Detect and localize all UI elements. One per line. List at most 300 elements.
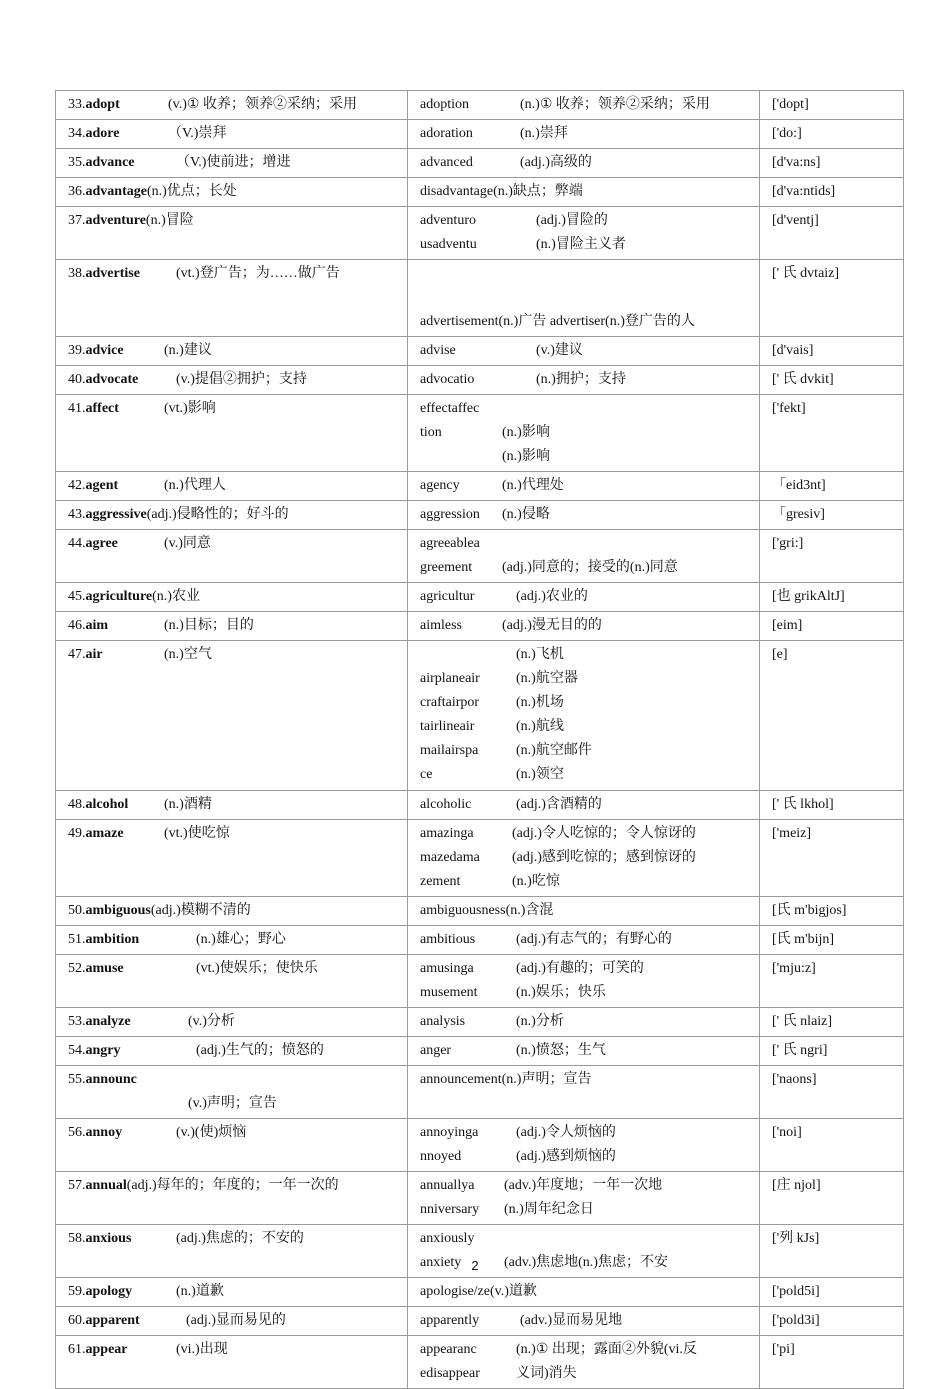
entry-number: 47. [68, 647, 86, 662]
pronunciation: [d'va:ns] [772, 155, 821, 170]
pronunciation: ['meiz] [772, 826, 812, 841]
headword [68, 585, 152, 609]
derivative-cell [408, 91, 760, 120]
headword-cell [56, 1066, 408, 1119]
entry-definition: (v.)同意 [164, 536, 211, 551]
entry-word: aggressive [85, 507, 147, 522]
headword [68, 1280, 176, 1304]
headword [68, 474, 164, 498]
headword [68, 368, 176, 392]
derivative-definitions: (n.)侵略 [502, 507, 550, 522]
derivative-words: airplaneair craftairpor tairlineair mailairspa ce [420, 671, 480, 782]
headword [68, 1174, 127, 1198]
pronunciation: ['dopt] [772, 97, 809, 112]
table-row [56, 207, 904, 260]
table-row [56, 395, 904, 472]
entry-number: 38. [68, 266, 86, 281]
entry-word: announc [85, 1072, 137, 1087]
headword-cell [56, 366, 408, 395]
pronunciation: ['do:] [772, 126, 802, 141]
entry-definition: (vt.)影响 [164, 401, 216, 416]
derivative-definitions: (n.)含混 [505, 903, 554, 918]
headword [68, 1068, 188, 1092]
headword-cell [56, 472, 408, 501]
entry-number: 44. [68, 536, 86, 551]
derivative-cell [408, 583, 760, 612]
pronunciation-cell [760, 207, 904, 260]
entry-definition: (n.)道歉 [176, 1284, 224, 1299]
entry-word: amaze [85, 826, 124, 841]
derivative-cell [408, 530, 760, 583]
entry-word: agent [85, 478, 119, 493]
pronunciation: [也 grikAltJ] [772, 589, 845, 604]
derivative-cell [408, 366, 760, 395]
pronunciation: [d'va:ntids] [772, 184, 836, 199]
headword-cell [56, 260, 408, 337]
entry-definition: (n.)冒险 [145, 213, 194, 228]
pronunciation-cell [760, 1278, 904, 1307]
entry-number: 35. [68, 155, 86, 170]
entry-number: 56. [68, 1125, 86, 1140]
pronunciation: ['列 kJs] [772, 1231, 820, 1246]
entry-definition: (adj.)侵略性的；好斗的 [146, 507, 289, 522]
entry-number: 60. [68, 1313, 86, 1328]
derivative-words: advocatio [420, 372, 475, 387]
pronunciation: ['gri:] [772, 536, 804, 551]
entry-definition: (n.)酒精 [164, 797, 212, 812]
derivative-cell [408, 472, 760, 501]
entry-word: ambiguous [85, 903, 151, 918]
headword [68, 532, 164, 556]
derivative-words: aggression [420, 507, 480, 522]
derivative-cell [408, 1037, 760, 1066]
derivative-cell [408, 207, 760, 260]
pronunciation: ['fekt] [772, 401, 806, 416]
entry-word: anxious [85, 1231, 132, 1246]
pronunciation-cell [760, 820, 904, 897]
pronunciation-cell [760, 120, 904, 149]
derivative-definitions: (n.)愤怒；生气 [516, 1043, 606, 1058]
derivative-cell [408, 612, 760, 641]
derivative-words: anger [420, 1043, 452, 1058]
derivative-definitions: announcement(n.)声明；宣告 [420, 1072, 592, 1087]
pronunciation-cell [760, 395, 904, 472]
derivative-definitions: (n.)缺点；弊端 [493, 184, 583, 199]
derivative-definitions: (adj.)同意的；接受的(n.)同意 [502, 560, 678, 575]
derivative-words: amusinga musement [420, 961, 478, 1000]
headword [68, 339, 164, 363]
headword-cell [56, 1119, 408, 1172]
headword [68, 209, 146, 233]
entry-word: apology [85, 1284, 133, 1299]
pronunciation-cell [760, 472, 904, 501]
table-row [56, 337, 904, 366]
entry-definition: (n.)优点；长处 [146, 184, 237, 199]
entry-definition: (n.)建议 [164, 343, 212, 358]
pronunciation-cell [760, 530, 904, 583]
derivative-definitions: (adj.)冒险的 (n.)冒险主义者 [536, 213, 626, 252]
headword-cell [56, 1172, 408, 1225]
headword-cell [56, 1037, 408, 1066]
derivative-cell [408, 1172, 760, 1225]
headword-cell [56, 955, 408, 1008]
entry-number: 43. [68, 507, 86, 522]
table-row [56, 1119, 904, 1172]
headword [68, 503, 147, 527]
entry-number: 59. [68, 1284, 86, 1299]
derivative-definitions: (adv.)显而易见地 [520, 1313, 623, 1328]
derivative-cell [408, 820, 760, 897]
pronunciation: ['mju:z] [772, 961, 816, 976]
derivative-words: effectaffec tion [420, 401, 480, 440]
pronunciation: ['pold3i] [772, 1313, 820, 1328]
pronunciation-cell [760, 897, 904, 926]
derivative-cell [408, 337, 760, 366]
derivative-words: disadvantage [420, 184, 494, 199]
derivative-cell [408, 1066, 760, 1119]
derivative-cell [408, 1008, 760, 1037]
pronunciation-cell [760, 791, 904, 820]
entry-definition: (n.)目标；目的 [164, 618, 254, 633]
headword [68, 397, 164, 421]
derivative-words: advanced [420, 155, 473, 170]
pronunciation-cell [760, 366, 904, 395]
pronunciation-cell [760, 501, 904, 530]
entry-word: affect [85, 401, 119, 416]
derivative-definitions: apologise/ze(v.)道歉 [420, 1284, 537, 1299]
headword [68, 793, 164, 817]
entry-word: angry [85, 1043, 121, 1058]
headword [68, 957, 196, 981]
derivative-words: agency [420, 478, 460, 493]
pronunciation: 「gresiv] [772, 507, 825, 522]
table-row [56, 926, 904, 955]
entry-definition: （V.)使前进；增进 [176, 155, 291, 170]
headword-cell [56, 207, 408, 260]
table-row [56, 955, 904, 1008]
pronunciation: ['pi] [772, 1342, 795, 1357]
entry-definition: (n.)空气 [164, 647, 212, 662]
table-row [56, 149, 904, 178]
headword [68, 93, 168, 117]
entry-number: 55. [68, 1072, 86, 1087]
headword [68, 822, 164, 846]
derivative-cell [408, 501, 760, 530]
table-row [56, 1278, 904, 1307]
derivative-cell [408, 260, 760, 337]
entry-definition: (n.)雄心；野心 [196, 932, 286, 947]
table-row [56, 260, 904, 337]
entry-number: 52. [68, 961, 86, 976]
derivative-words: agreeablea greement [420, 536, 480, 575]
derivative-definitions: (n.)崇拜 [520, 126, 568, 141]
entry-number: 49. [68, 826, 86, 841]
entry-number: 53. [68, 1014, 86, 1029]
headword [68, 1338, 176, 1362]
entry-definition: （V.)崇拜 [168, 126, 227, 141]
derivative-words: adventuro usadventu [420, 213, 477, 252]
table-row [56, 1307, 904, 1336]
entry-number: 51. [68, 932, 86, 947]
pronunciation: [' 氏 nlaiz] [772, 1014, 833, 1029]
derivative-definitions: (adv.)焦虑地(n.)焦虑；不安 [504, 1255, 668, 1270]
page-number: 2 [471, 1258, 479, 1273]
entry-definition: (n.)农业 [152, 589, 200, 604]
entry-word: advantage [85, 184, 147, 199]
headword-cell [56, 120, 408, 149]
table-row [56, 1066, 904, 1119]
entry-definition: (adj.)生气的；愤怒的 [196, 1043, 324, 1058]
pronunciation: 「eid3nt] [772, 478, 826, 493]
headword-cell [56, 612, 408, 641]
pronunciation: [eim] [772, 618, 803, 633]
headword-cell [56, 1008, 408, 1037]
pronunciation-cell [760, 1172, 904, 1225]
entry-definition: (v.)声明；宣告 [188, 1096, 277, 1111]
derivative-definitions: (adj.)漫无目的的 [502, 618, 602, 633]
entry-word: alcohol [85, 797, 129, 812]
entry-definition: (v.)提倡②拥护；支持 [176, 372, 307, 387]
table-row [56, 612, 904, 641]
derivative-definitions: (adj.)令人吃惊的；令人惊讶的 (adj.)感到吃惊的；感到惊讶的 (n.)吃惊 [512, 826, 696, 889]
entry-word: air [85, 647, 103, 662]
entry-word: advertise [85, 266, 140, 281]
entry-word: adopt [85, 97, 120, 112]
entry-word: adventure [85, 213, 146, 228]
derivative-definitions: (n.)① 出现；露面②外貌(vi.反 义词)消失 [516, 1342, 697, 1381]
headword [68, 1121, 176, 1145]
pronunciation-cell [760, 337, 904, 366]
entry-definition: (n.)代理人 [164, 478, 226, 493]
derivative-definitions: (adv.)年度地；一年一次地 (n.)周年纪念日 [504, 1178, 663, 1217]
derivative-cell [408, 955, 760, 1008]
table-row [56, 501, 904, 530]
headword-cell [56, 897, 408, 926]
headword [68, 928, 196, 952]
vocabulary-table [55, 90, 904, 1389]
entry-number: 45. [68, 589, 86, 604]
pronunciation: ['noi] [772, 1125, 802, 1140]
entry-word: annual [85, 1178, 127, 1193]
derivative-definitions: advertisement(n.)广告 advertiser(n.)登广告的人 [420, 314, 695, 329]
table-row [56, 583, 904, 612]
entry-definition: (v.)分析 [188, 1014, 235, 1029]
headword [68, 1227, 176, 1251]
derivative-words: appearanc edisappear [420, 1342, 480, 1381]
entry-number: 54. [68, 1043, 86, 1058]
entry-number: 34. [68, 126, 86, 141]
entry-definition: (vt.)登广告；为……做广告 [176, 266, 340, 281]
pronunciation-cell [760, 926, 904, 955]
headword [68, 1039, 196, 1063]
headword-cell [56, 926, 408, 955]
derivative-definitions: (adj.)令人烦恼的 (adj.)感到烦恼的 [516, 1125, 616, 1164]
table-row [56, 820, 904, 897]
vocabulary-table-body [56, 91, 904, 1389]
table-row [56, 1037, 904, 1066]
derivative-words: ambiguousness [420, 903, 506, 918]
derivative-words: apparently [420, 1313, 480, 1328]
entry-number: 48. [68, 797, 86, 812]
headword-cell [56, 149, 408, 178]
entry-definition: (adj.)焦虑的；不安的 [176, 1231, 304, 1246]
table-row [56, 897, 904, 926]
derivative-cell [408, 897, 760, 926]
pronunciation-cell [760, 1119, 904, 1172]
derivative-cell [408, 1307, 760, 1336]
derivative-definitions: (adj.)有志气的；有野心的 [516, 932, 672, 947]
headword-cell [56, 91, 408, 120]
table-row [56, 91, 904, 120]
table-row [56, 178, 904, 207]
derivative-words: anxiously anxiety [420, 1231, 475, 1270]
entry-definition: (vi.)出现 [176, 1342, 228, 1357]
headword-cell [56, 820, 408, 897]
entry-number: 46. [68, 618, 86, 633]
headword [68, 151, 176, 175]
headword-cell [56, 501, 408, 530]
pronunciation: [氏 m'bijn] [772, 932, 835, 947]
entry-word: aim [85, 618, 109, 633]
entry-word: agriculture [85, 589, 153, 604]
derivative-words: annuallya nniversary [420, 1178, 480, 1217]
table-row [56, 791, 904, 820]
derivative-cell [408, 178, 760, 207]
entry-word: advice [85, 343, 124, 358]
entry-word: appear [85, 1342, 128, 1357]
entry-word: annoy [85, 1125, 123, 1140]
entry-definition: (vt.)使娱乐；使快乐 [196, 961, 318, 976]
table-row [56, 366, 904, 395]
derivative-definitions: (n.)影响 (n.)影响 [502, 425, 550, 464]
entry-word: apparent [85, 1313, 140, 1328]
derivative-words: alcoholic [420, 797, 472, 812]
pronunciation-cell [760, 612, 904, 641]
derivative-cell [408, 641, 760, 791]
derivative-definitions: (n.)拥护；支持 [536, 372, 626, 387]
pronunciation: [' 氏 ngri] [772, 1043, 828, 1058]
entry-word: adore [85, 126, 120, 141]
derivative-words: agricultur [420, 589, 475, 604]
entry-number: 37. [68, 213, 86, 228]
entry-word: agree [85, 536, 118, 551]
pronunciation: [d'ventj] [772, 213, 819, 228]
derivative-definitions: (v.)建议 [536, 343, 583, 358]
entry-word: analyze [85, 1014, 131, 1029]
entry-word: advance [85, 155, 135, 170]
entry-word: amuse [85, 961, 124, 976]
entry-definition: (vt.)使吃惊 [164, 826, 230, 841]
entry-number: 39. [68, 343, 86, 358]
entry-definition: (adj.)每年的；年度的；一年一次的 [126, 1178, 339, 1193]
table-row [56, 1008, 904, 1037]
pronunciation: [e] [772, 647, 788, 662]
derivative-cell [408, 926, 760, 955]
table-row [56, 1172, 904, 1225]
pronunciation-cell [760, 91, 904, 120]
table-row [56, 120, 904, 149]
table-row [56, 641, 904, 791]
headword [68, 643, 164, 667]
pronunciation: [' 氏 lkhol] [772, 797, 834, 812]
derivative-definitions: (n.)代理处 [502, 478, 564, 493]
derivative-cell [408, 1278, 760, 1307]
headword [68, 1309, 186, 1333]
table-row [56, 530, 904, 583]
pronunciation-cell [760, 955, 904, 1008]
entry-word: advocate [85, 372, 139, 387]
entry-number: 42. [68, 478, 86, 493]
pronunciation-cell [760, 583, 904, 612]
entry-number: 61. [68, 1342, 86, 1357]
derivative-words: annoyinga nnoyed [420, 1125, 479, 1164]
derivative-definitions: (adj.)含酒精的 [516, 797, 602, 812]
headword [68, 122, 168, 146]
headword-cell [56, 395, 408, 472]
derivative-cell [408, 1336, 760, 1389]
derivative-words: aimless [420, 618, 462, 633]
headword-cell [56, 1307, 408, 1336]
entry-definition: (adj.)显而易见的 [186, 1313, 286, 1328]
pronunciation-cell [760, 1037, 904, 1066]
derivative-words: adoption [420, 97, 469, 112]
pronunciation: [d'vais] [772, 343, 814, 358]
derivative-words: advise [420, 343, 456, 358]
pronunciation-cell [760, 641, 904, 791]
derivative-cell [408, 149, 760, 178]
table-row [56, 472, 904, 501]
pronunciation-cell [760, 149, 904, 178]
headword [68, 614, 164, 638]
derivative-cell [408, 791, 760, 820]
derivative-words: ambitious [420, 932, 476, 947]
headword [68, 262, 176, 286]
pronunciation-cell [760, 1307, 904, 1336]
headword-cell [56, 1336, 408, 1389]
entry-number: 40. [68, 372, 86, 387]
entry-definition: (v.)(使)烦恼 [176, 1125, 247, 1140]
pronunciation-cell [760, 178, 904, 207]
entry-number: 57. [68, 1178, 86, 1193]
entry-number: 36. [68, 184, 86, 199]
headword [68, 899, 151, 923]
entry-number: 50. [68, 903, 86, 918]
derivative-cell [408, 120, 760, 149]
table-row [56, 1336, 904, 1389]
entry-number: 58. [68, 1231, 86, 1246]
pronunciation: ['pold5i] [772, 1284, 820, 1299]
headword [68, 180, 147, 204]
pronunciation-cell [760, 1008, 904, 1037]
pronunciation: [氏 m'bigjos] [772, 903, 847, 918]
pronunciation: ['naons] [772, 1072, 817, 1087]
entry-definition: (v.)① 收养；领养②采纳；采用 [168, 97, 357, 112]
derivative-cell [408, 395, 760, 472]
pronunciation-cell [760, 1066, 904, 1119]
derivative-definitions: (n.)① 收养；领养②采纳；采用 [520, 97, 710, 112]
derivative-words: analysis [420, 1014, 466, 1029]
entry-number: 41. [68, 401, 86, 416]
pronunciation-cell [760, 1336, 904, 1389]
derivative-definitions: (n.)分析 [516, 1014, 564, 1029]
derivative-cell [408, 1119, 760, 1172]
entry-word: ambition [85, 932, 140, 947]
derivative-definitions: (adj.)高级的 [520, 155, 592, 170]
headword-cell [56, 178, 408, 207]
headword-cell [56, 583, 408, 612]
headword-cell [56, 641, 408, 791]
derivative-definitions: (n.)飞机 (n.)航空器 (n.)机场 (n.)航线 (n.)航空邮件 (n.)领空 [516, 647, 592, 782]
